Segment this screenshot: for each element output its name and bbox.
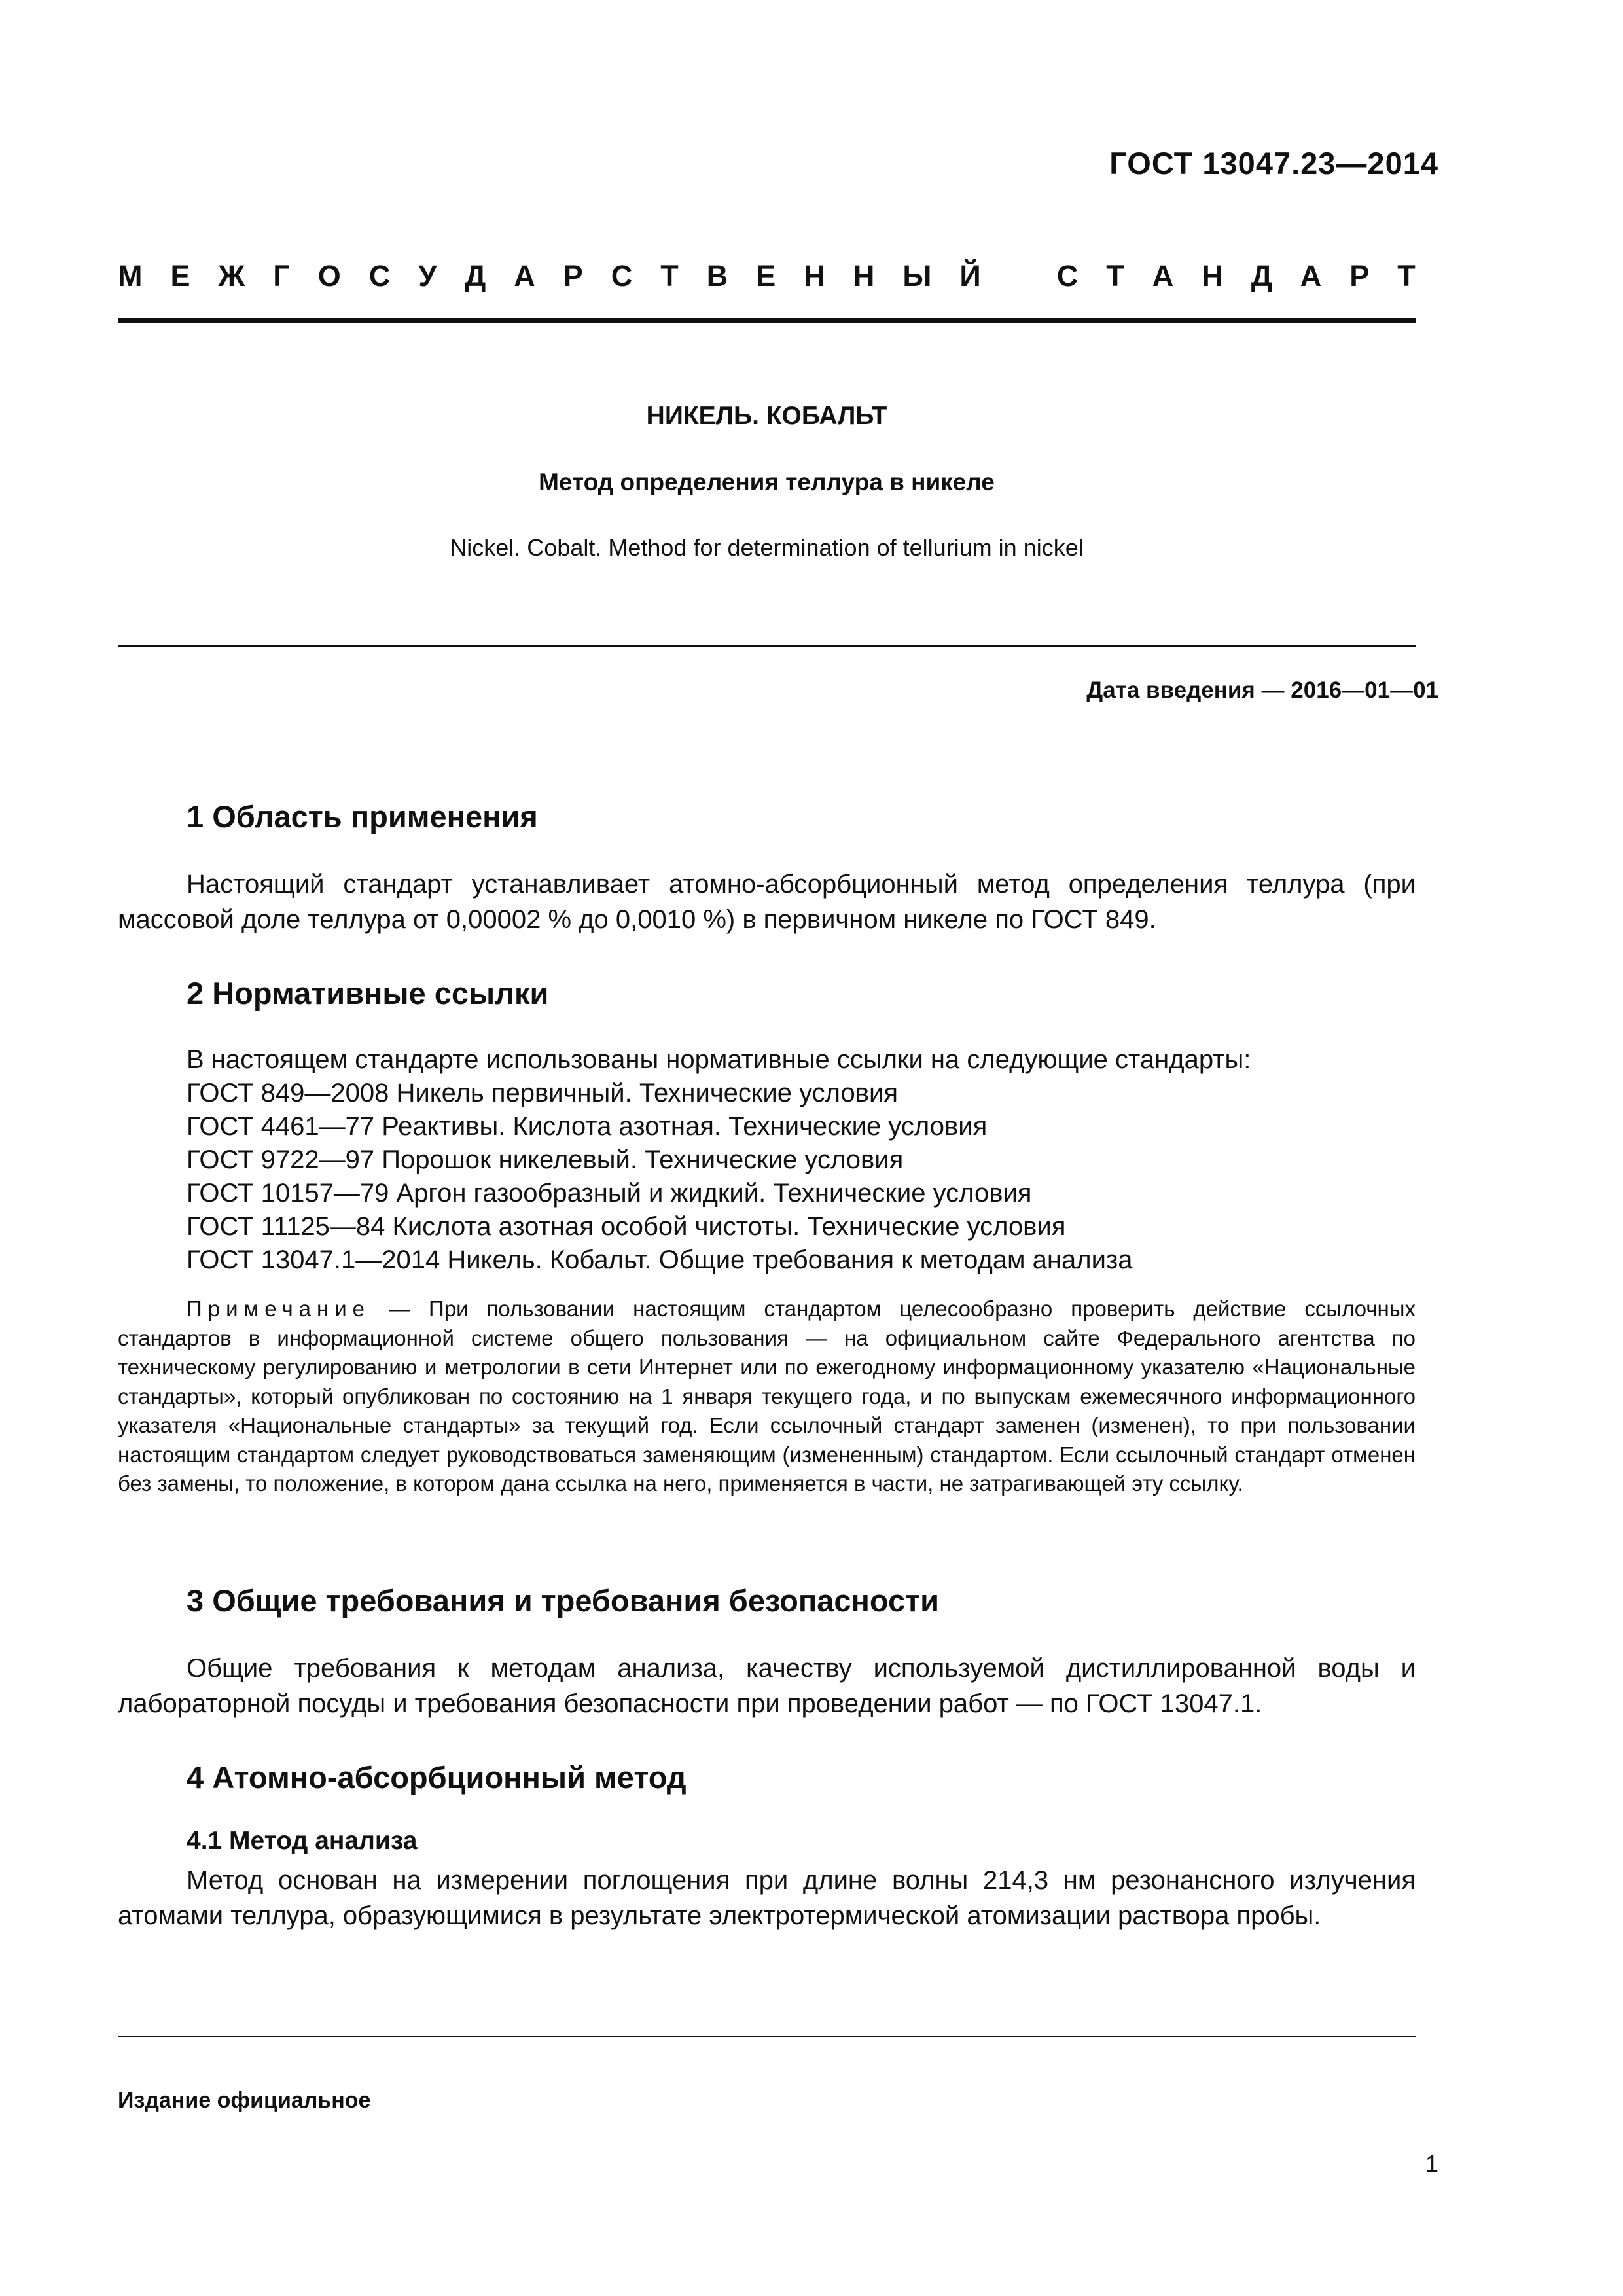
banner-letter: Г [273,259,290,293]
subsection-4-1-heading: 4.1 Метод анализа [187,1827,418,1855]
footer-rule [118,2036,1416,2037]
section-2-intro: В настоящем стандарте использованы нормативные ссылки на следующие стандарты: [187,1045,1251,1074]
banner-letter: Н [804,259,825,293]
banner-letter: О [317,259,341,293]
banner-letter: А [1152,259,1174,293]
banner-letter: Р [563,259,583,293]
banner-letter: С [611,259,633,293]
note-label: Примечание [187,1297,371,1321]
banner-letter: Й [959,259,981,293]
banner-letter: Д [1251,259,1272,293]
banner-gap [1009,259,1029,293]
section-1-text: Настоящий стандарт устанавливает атомно-абсорбционный метод определения теллура (при массовой доле теллура от 0,00002 % до 0,0010 %) в первичном никеле по ГОСТ 849. [118,870,1416,934]
reference-item: ГОСТ 4461—77 Реактивы. Кислота азотная. Технические условия [187,1112,988,1141]
section-4-heading: 4 Атомно-абсорбционный метод [187,1760,687,1795]
section-1-heading: 1 Область применения [187,799,538,834]
header-thick-rule [118,318,1416,323]
note-text: — При пользовании настоящим стандартом целесообразно проверить действие ссылочных стандартов в информационной системе общего пользования — на официальном сайте Федерального агентства по техническому регулированию и метрологии в сети Интернет или по ежегодному информационному указателю «Национальные стандарты», который опубликован по состоянию на 1 января текущего года, и по выпускам ежемесячного информационного указателя «Национальные стандарты» за текущий год. Если ссылочный стандарт заменен (изменен), то при пользовании настоящим стандартом следует руководствоваться заменяющим (измененным) стандартом. Если ссылочный стандарт отменен без замены, то положение, в котором дана ссылка на него, применяется в части, не затрагивающей эту ссылку. [118,1297,1416,1496]
english-title: Nickel. Cobalt. Method for determination of tellurium in nickel [450,534,1084,561]
banner-letter: Т [1397,259,1416,293]
banner-letter: Н [1202,259,1223,293]
banner-letter: Р [1349,259,1370,293]
official-edition-label: Издание официальное [118,2088,371,2113]
section-3-heading: 3 Общие требования и требования безопасности [187,1583,940,1618]
banner-letter: В [706,259,728,293]
banner-letter: Т [1106,259,1124,293]
page-number: 1 [1425,2150,1438,2177]
title-rule [118,645,1416,647]
banner-letter: Ж [218,259,245,293]
document-subtitle: Метод определения теллура в никеле [539,469,995,495]
reference-item: ГОСТ 13047.1—2014 Никель. Кобальт. Общие требования к методам анализа [187,1246,1133,1274]
reference-item: ГОСТ 11125—84 Кислота азотная особой чистоты. Технические условия [187,1212,1066,1241]
standard-banner [118,259,1416,293]
banner-letter: Н [853,259,875,293]
document-number: ГОСТ 13047.23—2014 [1109,146,1438,181]
banner-letter: Т [660,259,679,293]
banner-letter: Д [465,259,486,293]
banner-letter: Е [170,259,190,293]
banner-letter: А [1300,259,1322,293]
section-3-text: Общие требования к методам анализа, качеству используемой дистиллированной воды и лабораторной посуды и требования безопасности при проведении работ — по ГОСТ 13047.1. [118,1654,1416,1718]
section-2-heading: 2 Нормативные ссылки [187,976,549,1011]
section-2-note [118,1295,1416,1499]
introduction-date: Дата введения — 2016—01—01 [1086,677,1438,703]
document-title: НИКЕЛЬ. КОБАЛЬТ [646,402,887,430]
reference-item: ГОСТ 10157—79 Аргон газообразный и жидкий. Технические условия [187,1179,1032,1208]
banner-letter: М [118,259,143,293]
subsection-4-1-text: Метод основан на измерении поглощения при длине волны 214,3 нм резонансного излучения атомами теллура, образующимися в результате электротермической атомизации раствора пробы. [118,1866,1416,1930]
banner-letter: С [368,259,391,293]
banner-letter: Е [756,259,776,293]
banner-letter: Ы [902,259,932,293]
reference-item: ГОСТ 849—2008 Никель первичный. Технические условия [187,1079,898,1107]
banner-letter: А [514,259,535,293]
banner-letter: С [1056,259,1079,293]
banner-letter: У [418,259,437,293]
reference-item: ГОСТ 9722—97 Порошок никелевый. Технические условия [187,1145,904,1174]
